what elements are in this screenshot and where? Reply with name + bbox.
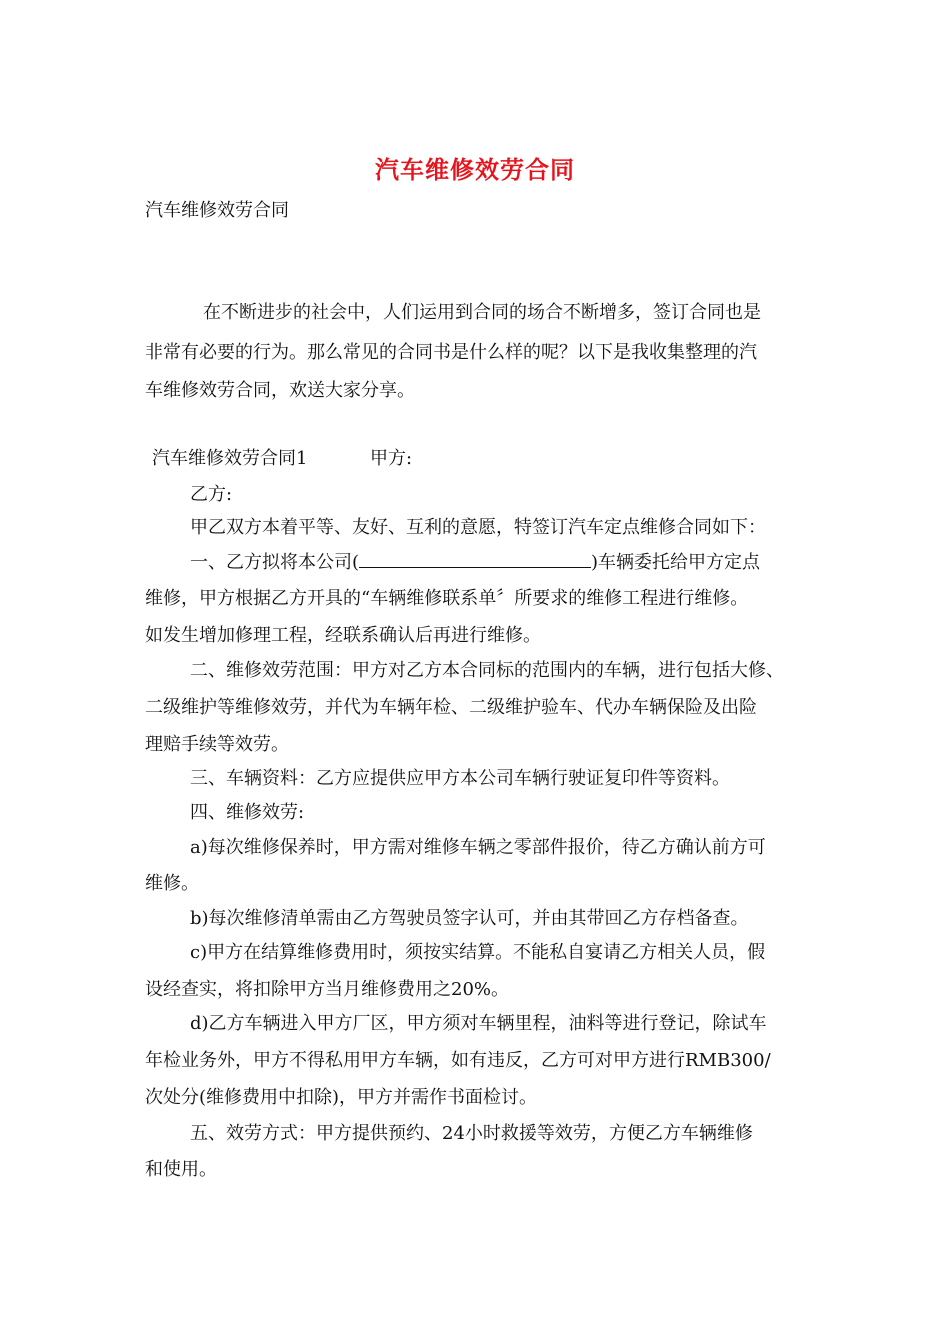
clause-4a-line-2: 维修。: [145, 873, 199, 894]
clause-4d-line-1: d)乙方车辆进入甲方厂区，甲方须对车辆里程，油料等进行登记，除试车: [190, 1013, 767, 1034]
clause-5-line-2: 和使用。: [145, 1159, 217, 1180]
clause-5-line-1: 五、效劳方式：甲方提供预约、24小时救援等效劳，方便乙方车辆维修: [190, 1123, 753, 1144]
clause-4c-line-1: c)甲方在结算维修费用时，须按实结算。不能私自宴请乙方相关人员，假: [190, 942, 766, 963]
clause-4d-line-3: 次处分(维修费用中扣除)，甲方并需作书面检讨。: [145, 1087, 538, 1108]
clause-3: 三、车辆资料：乙方应提供应甲方本公司车辆行驶证复印件等资料。: [190, 768, 730, 789]
document-title: 汽车维修效劳合同: [375, 155, 575, 184]
intro-line-3: 车维修效劳合同，欢送大家分享。: [145, 380, 415, 401]
party-a-label: 甲方:: [370, 448, 413, 469]
party-b-label: 乙方:: [190, 484, 233, 505]
company-name-blank: [359, 551, 591, 568]
contract-heading: 汽车维修效劳合同1: [152, 448, 308, 469]
intro-line-2: 非常有必要的行为。那么常见的合同书是什么样的呢？以下是我收集整理的汽: [145, 342, 757, 363]
clause-2-line-3: 理赔手续等效劳。: [145, 734, 289, 755]
clause-1-line-2: 维修，甲方根据乙方开具的“车辆维修联系单〞所要求的维修工程进行维修。: [145, 588, 749, 609]
clause-4c-line-2: 设经查实，将扣除甲方当月维修费用之20%。: [145, 979, 510, 1000]
preamble: 甲乙双方本着平等、友好、互利的意愿，特签订汽车定点维修合同如下：: [190, 517, 766, 538]
intro-line-1: 在不断进步的社会中，人们运用到合同的场合不断增多，签订合同也是: [203, 302, 761, 323]
clause-4b: b)每次维修清单需由乙方驾驶员签字认可，并由其带回乙方存档备查。: [190, 908, 749, 929]
clause-2-line-1: 二、维修效劳范围：甲方对乙方本合同标的范围内的车辆，进行包括大修、: [190, 660, 784, 681]
clause-2-line-2: 二级维护等维修效劳，并代为车辆年检、二级维护验车、代办车辆保险及出险: [145, 697, 757, 718]
clause-1-line-3: 如发生增加修理工程，经联系确认后再进行维修。: [145, 625, 541, 646]
clause-1-line-1: [190, 551, 760, 574]
clause-4: 四、维修效劳:: [190, 802, 305, 823]
clause-1-suffix: )车辆委托给甲方定点: [591, 552, 761, 573]
document-subtitle: 汽车维修效劳合同: [145, 200, 289, 221]
clause-4d-line-2: 年检业务外，甲方不得私用甲方车辆，如有违反，乙方可对甲方进行RMB300/: [145, 1050, 771, 1071]
clause-4a-line-1: a)每次维修保养时，甲方需对维修车辆之零部件报价，待乙方确认前方可: [190, 837, 766, 858]
clause-1-prefix: 一、乙方拟将本公司(: [190, 552, 360, 573]
